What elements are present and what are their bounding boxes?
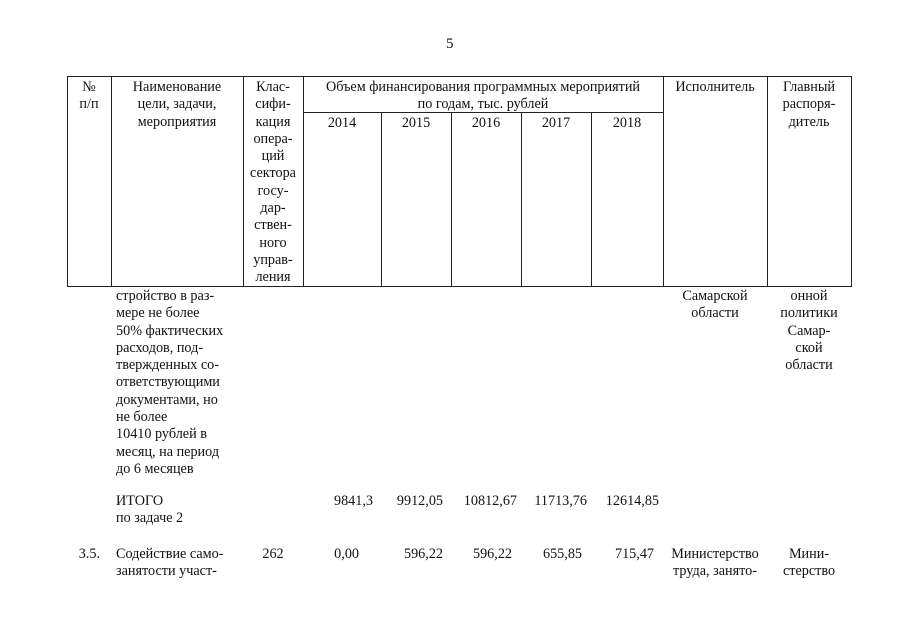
row1-name: стройство в раз- мере не более 50% фактических расходов, под- твержденных со- ответствующими документами, но не более 10410 рублей в месяц, на период до 6 месяцев <box>116 288 224 477</box>
header-executor: Исполнитель <box>675 79 755 95</box>
row3-executor: Министерство труда, занято- <box>671 546 759 580</box>
row2-value-2017: 11713,76 <box>534 493 587 509</box>
row3-value-2015: 596,22 <box>403 546 443 562</box>
header-financing: Объем финансирования программных мероприятий по годам, тыс. рублей <box>325 79 641 113</box>
row3-manager: Мини- стерство <box>782 546 836 580</box>
row2-value-2018: 12614,85 <box>605 493 659 509</box>
header-year-2014: 2014 <box>327 115 357 131</box>
col-divider-5 <box>451 112 452 286</box>
row2-name: ИТОГО по задаче 2 <box>116 493 184 527</box>
header-bottom-border <box>67 286 852 287</box>
row3-classification: 262 <box>262 546 284 562</box>
header-classification: Клас- сифи- кация опера- ций сектора госу- дар- ствен- ного управ- ления <box>250 79 296 286</box>
table-top-border <box>67 76 852 77</box>
header-year-2017: 2017 <box>541 115 571 131</box>
row3-value-2018: 715,47 <box>614 546 654 562</box>
row2-value-2014: 9841,3 <box>333 493 373 509</box>
col-divider-7 <box>591 112 592 286</box>
header-year-2016: 2016 <box>471 115 501 131</box>
page-number: 5 <box>446 36 454 52</box>
header-manager: Главный распоря- дитель <box>782 79 836 130</box>
row3-value-2016: 596,22 <box>472 546 512 562</box>
header-name: Наименование цели, задачи, мероприятия <box>132 79 222 130</box>
row3-value-2017: 655,85 <box>542 546 582 562</box>
table-right-border <box>851 76 852 286</box>
row3-name: Содействие само- занятости участ- <box>116 546 224 580</box>
header-year-2015: 2015 <box>401 115 431 131</box>
row3-number: 3.5. <box>78 546 100 562</box>
col-divider-4 <box>381 112 382 286</box>
header-year-2018: 2018 <box>612 115 642 131</box>
row3-value-2014: 0,00 <box>334 546 359 562</box>
row2-value-2015: 9912,05 <box>396 493 443 509</box>
header-number: № п/п <box>79 79 99 113</box>
row2-value-2016: 10812,67 <box>463 493 517 509</box>
col-divider-8 <box>663 76 664 286</box>
row1-manager: онной политики Самар- ской области <box>780 288 838 374</box>
col-divider-6 <box>521 112 522 286</box>
row1-executor: Самарской области <box>682 288 748 322</box>
